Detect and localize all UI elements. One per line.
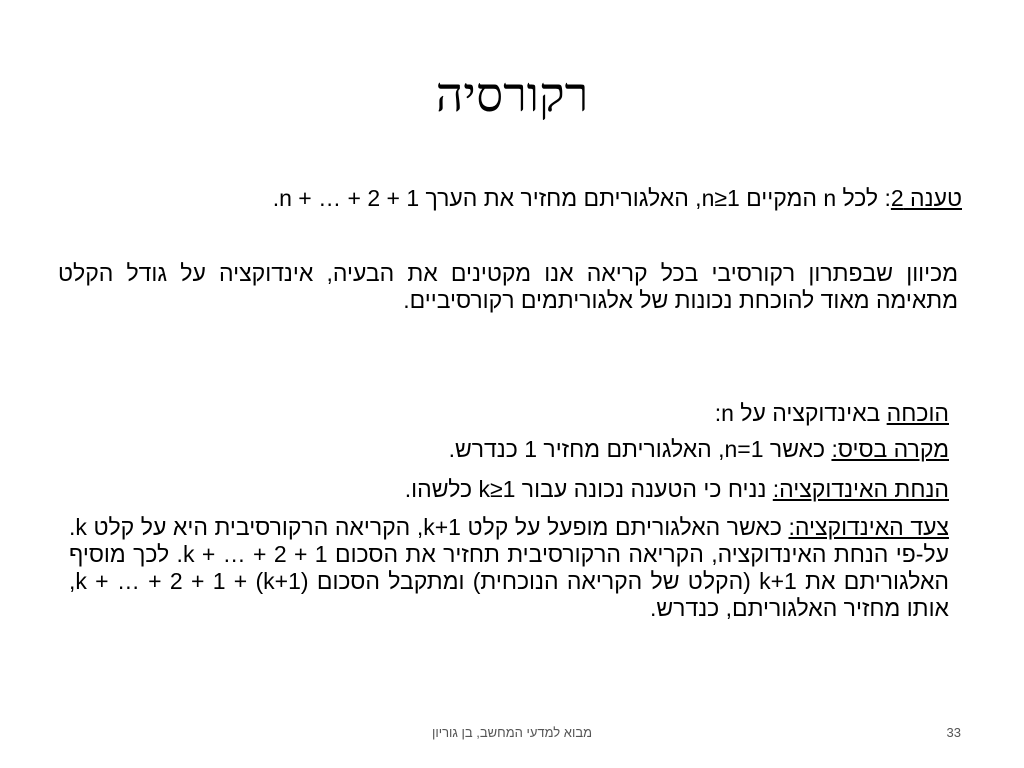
slide-title: רקורסיה: [435, 69, 589, 122]
footer-course: מבוא למדעי המחשב, בן גוריון: [431, 725, 593, 740]
step-label: צעד האינדוקציה:: [788, 514, 949, 540]
claim-label: טענה 2: [890, 185, 962, 211]
base-case-text: כאשר n=1, האלגוריתם מחזיר 1 כנדרש.: [448, 436, 832, 462]
page-number: 33: [946, 725, 961, 740]
claim-text: : לכל n המקיים n≥1, האלגוריתם מחזיר את הערך n + … + 2 + 1.: [272, 185, 891, 211]
proof-label: הוכחה: [886, 400, 949, 426]
proof-text: באינדוקציה על n:: [714, 400, 887, 426]
hypothesis-text: נניח כי הטענה נכונה עבור k≥1 כלשהו.: [404, 476, 773, 502]
motivation-paragraph: מכיוון שבפתרון רקורסיבי בכל קריאה אנו מקטינים את הבעיה, אינדוקציה על גודל הקלט מתאימה מאוד להוכחת נכונות של אלגוריתמים רקורסיביים.: [58, 260, 958, 313]
hypothesis-label: הנחת האינדוקציה:: [772, 476, 949, 502]
hypothesis-paragraph: [69, 476, 949, 503]
claim-paragraph: [42, 185, 962, 212]
base-case-label: מקרה בסיס:: [831, 436, 949, 462]
step-text: כאשר האלגוריתם מופעל על קלט k+1, הקריאה הרקורסיבית היא על קלט k. על-פי הנחת האינדוקציה, הקריאה הרקורסיבית תחזיר את הסכום k + … + 2 + 1. לכך מוסיף האלגוריתם את k+1 (הקלט של הקריאה הנוכחית) ומתקבל הסכום (k+1) + k + … + 2 + 1, אותו מחזיר האלגוריתם, כנדרש.: [69, 514, 950, 621]
step-paragraph: [69, 514, 949, 622]
base-case-paragraph: [69, 436, 949, 463]
proof-paragraph: [69, 400, 949, 427]
